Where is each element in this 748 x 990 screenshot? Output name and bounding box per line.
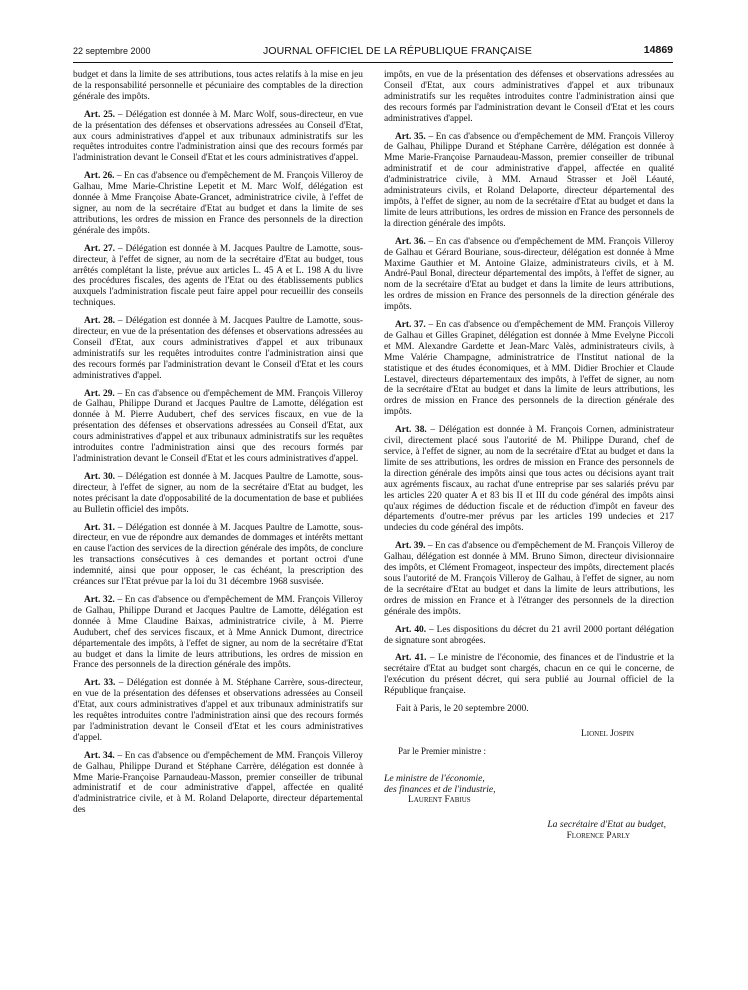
page-number: 14869 <box>643 44 673 56</box>
article-number: Art. 25. <box>84 109 116 120</box>
article-number: Art. 34. <box>84 750 115 761</box>
right-column <box>384 70 674 841</box>
article-paragraph <box>384 541 674 617</box>
article-paragraph <box>73 110 363 165</box>
article-number: Art. 33. <box>84 678 116 689</box>
article-paragraph <box>73 171 363 236</box>
article-paragraph <box>73 389 363 465</box>
article-text: – En cas d'absence ou d'empêchement de MM. François Villeroy de Galhau, Philippe Durand et Stéphane Carrère, délégation est donnée à Mme Marie-Françoise Parnaudeau-Masson, premier conseiller de tribunal administratif et de cour administrative d'appel, affectée en qualité d'administratrice civile, et à M. Roland Delaporte, directeur départemental des <box>73 750 363 816</box>
journal-title: JOURNAL OFFICIEL DE LA RÉPUBLIQUE FRANÇAISE <box>263 45 532 57</box>
article-text: – En cas d'absence ou d'empêchement de MM. François Villeroy de Galhau, Philippe Durand et Jacques Paultre de Lamotte, délégation est donnée à M. Pierre Audubert, chef des services fiscaux, en vue de la présentation des défenses et observations adressées au Conseil d'Etat, aux cours administratives d'appel et aux tribunaux administratifs sur les requêtes introduites contre l'administration ainsi que des recours formés par l'administration devant le Conseil d'Etat et les cours administratives d'appel. <box>73 388 363 464</box>
article-paragraph <box>73 316 363 381</box>
article-text: – En cas d'absence ou d'empêchement de MM. François Villeroy de Galhau, Philippe Durand et Stéphane Carrère, délégation est donnée à Mme Marie-Françoise Parnaudeau-Masson, premier conseiller de tribunal administratif et de cour administrative d'appel, affectée en qualité d'administratrice civile, à MM. Arnaud Strasser et Joël Léauté, administrateurs civils, et Roland Delaporte, directeur départemental des impôts, à l'effet de signer, au nom de la secrétaire d'Etat au budget et dans la limite de leurs attributions, les ordres de mission en France des personnels de la direction générale des impôts. <box>384 131 674 229</box>
article-text: – Délégation est donnée à M. Jacques Paultre de Lamotte, sous-directeur, à l'effet de signer, au nom de la secrétaire d'Etat au budget, tous arrêtés complétant la liste, prévue aux articles L. 45 A et L. 198 A du livre des procédures fiscales, des agents de l'Etat ou des établissements publics auxquels l'administration fiscale peut faire appel pour recueillir des conseils techniques. <box>73 243 363 309</box>
article-text: – Délégation est donnée à M. François Cornen, administrateur civil, directement placé sous l'autorité de M. Philippe Durand, chef de service, à l'effet de signer, au nom de la secrétaire d'Etat au budget et dans la limite de ses attributions, les ordres de mission en France des personnels de la direction générale des impôts ainsi que tous actes ou décisions ayant trait aux agréments fiscaux, au rachat d'une entreprise par ses salariés prévu par les articles 220 quater A et 83 bis II et III du code général des impôts ainsi qu'aux régimes de déduction fiscale et de réduction d'impôt en faveur des départements d'outre-mer prévus par les articles 199 undecies et 217 undecies du code général des impôts. <box>384 425 675 534</box>
article-paragraph <box>384 653 674 697</box>
article-text: – Le ministre de l'économie, des finances et de l'industrie et la secrétaire d'Etat au budget sont chargés, chacun en ce qui le concerne, de l'exécution du présent décret, qui sera publié au Journal officiel de la République française. <box>384 653 674 697</box>
article-paragraph <box>73 70 363 103</box>
article-text: – Délégation est donnée à M. Jacques Paultre de Lamotte, sous-directeur, à l'effet de signer, au nom de la secrétaire d'Etat au budget, les notes précisant la date d'opposabilité de la documentation de base et publiées au Bulletin officiel des impôts. <box>73 471 363 515</box>
article-paragraph <box>73 244 363 309</box>
article-number: Art. 31. <box>84 522 116 533</box>
article-text: – En cas d'absence ou d'empêchement de MM. François Villeroy de Galhau et Gérard Bouriane, sous-directeur, délégation est donnée à Mme Maxime Gauthier et M. Antoine Glaize, administrateurs civils, et à M. André-Paul Bonal, directeur départemental des impôts, à l'effet de signer, au nom de la secrétaire d'Etat au budget et dans la limite de leurs attributions, les ordres de mission en France des personnels de la direction générale des impôts. <box>384 236 674 313</box>
article-paragraph <box>73 523 363 588</box>
header-rule <box>73 62 673 63</box>
article-paragraph <box>73 751 363 816</box>
header-date: 22 septembre 2000 <box>73 46 151 56</box>
secretary-name: Florence Parly <box>566 830 630 841</box>
minister-name: Laurent Fabius <box>408 794 471 805</box>
article-number: Art. 32. <box>84 594 115 605</box>
article-paragraph <box>73 472 363 516</box>
article-number: Art. 36. <box>395 236 426 247</box>
article-text: – En cas d'absence ou d'empêchement de MM. François Villeroy de Galhau et Gilles Grapinet, délégation est donnée à Mme Evelyne Piccoli et MM. Alexandre Gardette et Jean-Marc Valès, administrateurs civils, à Mme Valérie Champagne, administratrice de l'Institut national de la statistique et des études économiques, et à MM. Didier Brochier et Claude Lestavel, directeurs départementaux des impôts, à l'effet de signer, au nom de la secrétaire d'Etat au budget et dans la limite de leurs attributions, les ordres de mission en France des personnels de la direction générale des impôts. <box>384 320 674 418</box>
article-paragraph <box>384 70 674 125</box>
pm-line: Par le Premier ministre : <box>398 745 486 756</box>
article-paragraph <box>384 237 674 313</box>
article-number: Art. 39. <box>395 541 426 552</box>
article-number: Art. 28. <box>84 316 116 327</box>
minister-title <box>384 773 674 795</box>
article-number: Art. 29. <box>84 388 115 399</box>
article-number: Art. 30. <box>84 471 116 482</box>
article-text: – En cas d'absence ou d'empêchement de MM. François Villeroy de Galhau, Philippe Durand et Jacques Paultre de Lamotte, délégation est donnée à Mme Claudine Baixas, administratrice civile, à M. Pierre Audubert, chef des services fiscaux, et à Mme Annick Dumont, directrice départementale des impôts, à l'effet de signer, au nom de la secrétaire d'Etat au budget et dans la limite de leurs attributions, les ordres de mission en France des personnels de la direction générale des impôts. <box>73 594 363 671</box>
left-column <box>73 70 363 823</box>
article-paragraph <box>73 595 363 671</box>
article-text: – En cas d'absence ou d'empêchement de M. François Villeroy de Galhau, Mme Marie-Christine Lepetit et M. Marc Wolf, délégation est donnée à Mme Françoise Abate-Grancet, administratrice civile, à l'effet de signer, au nom de la secrétaire d'Etat au budget et dans la limite de ses attributions, les ordres de mission en France des personnels de la direction générale des impôts. <box>73 171 363 236</box>
article-number: Art. 41. <box>395 653 427 664</box>
article-paragraph <box>384 132 674 230</box>
article-number: Art. 38. <box>395 425 427 436</box>
article-paragraph <box>384 425 674 534</box>
article-text: – Les dispositions du décret du 21 avril 2000 portant délégation de signature sont abrogées. <box>384 624 674 646</box>
article-text: – Délégation est donnée à M. Jacques Paultre de Lamotte, sous-directeur, en vue de répondre aux demandes de dommages et intérêts mettant en cause l'action des services de la direction générale des impôts, de conclure les transactions consécutives à ces demandes et portant octroi d'une indemnité, ainsi que pour opposer, le cas échéant, la prescription des créances sur l'Etat prévue par la loi du 31 décembre 1968 susvisée. <box>73 522 363 588</box>
right-articles <box>384 70 674 697</box>
article-paragraph <box>384 625 674 647</box>
fait-line: Fait à Paris, le 20 septembre 2000. <box>396 703 529 715</box>
signatory-jospin: Lionel Jospin <box>581 728 634 739</box>
article-text: – Délégation est donnée à M. Jacques Paultre de Lamotte, sous-directeur, en vue de la présentation des défenses et observations adressées au Conseil d'Etat, aux cours administratives d'appel et aux tribunaux administratifs sur les requêtes introduites contre l'administration ainsi que des recours formés par l'administration devant le Conseil d'Etat et les cours administratives d'appel. <box>73 316 363 381</box>
article-number: Art. 27. <box>84 243 116 254</box>
article-text: – En cas d'absence ou d'empêchement de M. François Villeroy de Galhau, délégation est donnée à MM. Bruno Simon, directeur divisionnaire des impôts, et Clément Fromageot, inspecteur des impôts, directement placés sous l'autorité de M. François Villeroy de Galhau, à l'effet de signer, au nom de la secrétaire d'Etat au budget et dans la limite de leurs attributions, les ordres de mission en France et à l'étranger des personnels de la direction générale des impôts. <box>384 541 674 617</box>
minister-title-2: des finances et de l'industrie, <box>384 783 496 795</box>
article-number: Art. 37. <box>395 320 426 331</box>
article-number: Art. 35. <box>395 131 426 142</box>
secretary-title: La secrétaire d'Etat au budget, <box>547 818 666 830</box>
article-text: – Délégation est donnée à M. Marc Wolf, sous-directeur, en vue de la présentation des défenses et observations adressées au Conseil d'Etat, aux cours administratives d'appel et aux tribunaux administratifs sur les requêtes introduites contre l'administration ainsi que des recours formés par l'administration devant le Conseil d'Etat et les cours administratives d'appel. <box>73 109 363 164</box>
article-paragraph <box>384 320 674 418</box>
article-number: Art. 26. <box>84 171 115 182</box>
article-text: – Délégation est donnée à M. Stéphane Carrère, sous-directeur, en vue de la présentation des défenses et observations adressées au Conseil d'Etat, aux cours administratives d'appel et aux tribunaux administratifs sur les requêtes introduites contre l'administration ainsi que des recours formés par l'administration devant le Conseil d'Etat et les cours administratives d'appel. <box>73 678 364 743</box>
article-text: impôts, en vue de la présentation des défenses et observations adressées au Conseil d'Etat, aux cours administratives d'appel et aux tribunaux administratifs sur les requêtes introduites contre l'administration ainsi que des recours formés par l'administration devant le Conseil d'Etat et les cours administratives d'appel. <box>384 70 674 124</box>
article-paragraph <box>73 678 363 743</box>
page-header <box>73 44 673 60</box>
article-text: budget et dans la limite de ses attributions, tous actes relatifs à la mise en jeu de la responsabilité personnelle et pécuniaire des comptables de la direction générale des impôts. <box>73 70 363 102</box>
article-number: Art. 40. <box>395 624 427 635</box>
minister-title-1: Le ministre de l'économie, <box>384 772 485 784</box>
